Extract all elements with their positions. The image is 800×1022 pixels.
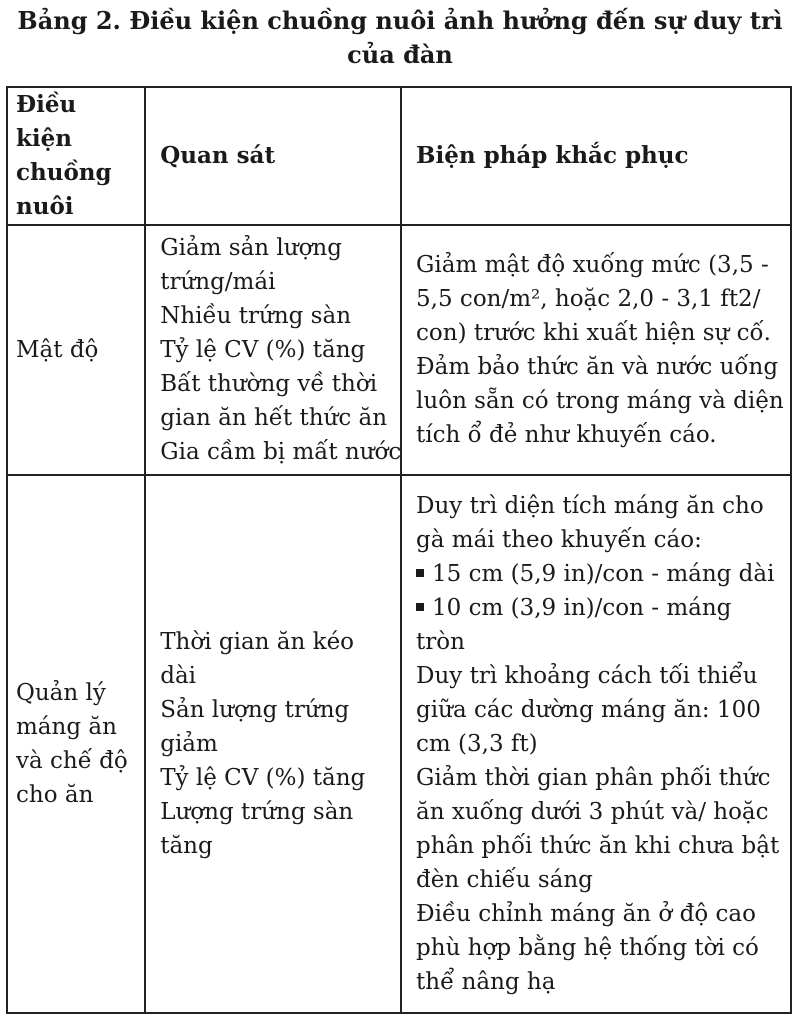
bullet-square-icon [416,569,424,577]
bullet-text: 10 cm (3,9 in)/con - máng tròn [416,595,732,655]
observation-item: Lượng trứng sàn tăng [160,799,354,859]
header-observation: Quan sát [145,87,401,225]
housing-conditions-table [6,86,792,1014]
table-caption [0,4,800,72]
condition-cell: Quản lý máng ăn và chế độ cho ăn [7,475,145,1013]
condition-cell: Mật độ [7,225,145,475]
measure-item: Giảm thời gian phân phối thức ăn xuống dưới 3 phút và/ hoặc phân phối thức ăn khi chưa bật đèn chiếu sáng [416,765,780,893]
measure-item: Đảm bảo thức ăn và nước uống luôn sẵn có trong máng và diện tích ổ đẻ như khuyến cáo. [416,354,784,448]
measure-item: Duy trì khoảng cách tối thiểu giữa các dường máng ăn: 100 cm (3,3 ft) [416,663,761,757]
observation-item: Gia cầm bị mất nước [160,439,402,465]
measure-intro: Duy trì diện tích máng ăn cho gà mái theo khuyến cáo: [416,493,764,553]
observation-cell [145,225,401,475]
bullet-text: 15 cm (5,9 in)/con - máng dài [432,561,775,587]
observation-item: Thời gian ăn kéo dài [160,629,355,689]
observation-item: Sản lượng trứng giảm [160,697,350,757]
observation-item: Giảm sản lượng trứng/mái [160,235,342,295]
bullet-item [416,591,784,659]
measure-item: Giảm mật độ xuống mức (3,5 - 5,5 con/m², hoặc 2,0 - 3,1 ft2/ con) trước khi xuất hiện sự cố. [416,252,771,346]
header-row [7,87,791,225]
measure-item: Điều chỉnh máng ăn ở độ cao phù hợp bằng hệ thống tời có thể nâng hạ [416,901,759,995]
observation-item: Bất thường về thời gian ăn hết thức ăn [160,371,388,431]
observation-cell [145,475,401,1013]
caption-line-2: của đàn [347,40,453,69]
header-condition: Điều kiện chuồng nuôi [7,87,145,225]
measures-cell [401,475,791,1013]
header-measures: Biện pháp khắc phục [401,87,791,225]
bullet-square-icon [416,603,424,611]
bullet-item [416,557,784,591]
caption-line-1: Bảng 2. Điều kiện chuồng nuôi ảnh hưởng đến sự duy trì [17,6,783,35]
observation-item: Tỷ lệ CV (%) tăng [160,337,366,363]
observation-item: Nhiều trứng sàn [160,303,352,329]
observation-item: Tỷ lệ CV (%) tăng [160,765,366,791]
measures-cell [401,225,791,475]
table-row [7,225,791,475]
table-row [7,475,791,1013]
